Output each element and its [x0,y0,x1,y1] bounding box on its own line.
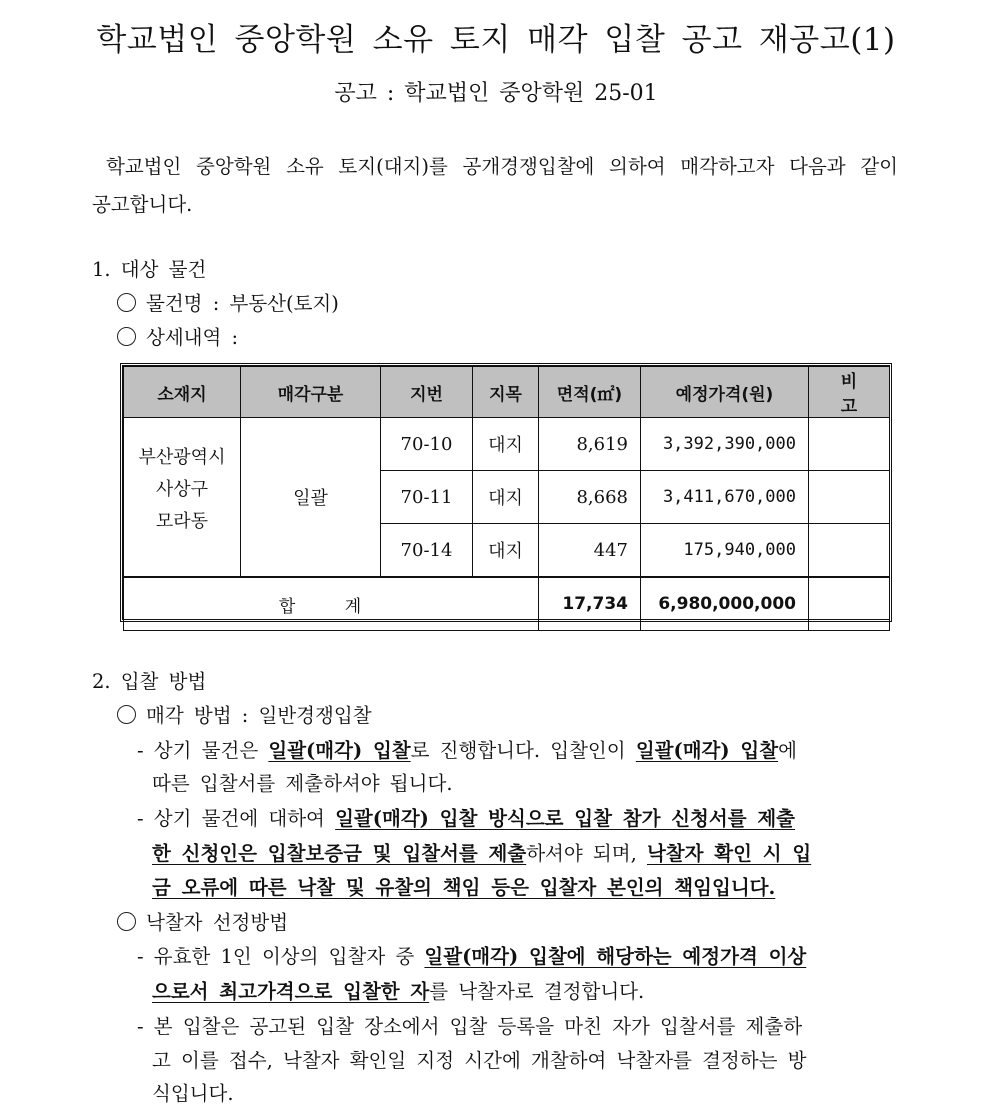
total-price: 6,980,000,000 [641,577,809,631]
lot-cell: 70-10 [381,418,473,471]
price-cell: 3,411,670,000 [641,471,809,524]
circle-bullet-icon [117,327,136,346]
emphasis-text: 일괄(매각) 입찰 [268,739,411,762]
note-cell [809,471,890,524]
location-cell [124,418,241,578]
text: 로 진행합니다. 입찰인이 [410,739,636,762]
selection-bullet1-line2 [152,976,644,1004]
method-bullet2-line2 [152,838,811,866]
category-cell: 대지 [473,471,539,524]
emphasis-text: 한 신청인은 입찰보증금 및 입찰서를 제출 [152,842,527,865]
selection-bullet1-line1 [137,941,806,969]
total-note [809,577,890,631]
lot-cell: 70-11 [381,471,473,524]
col-category: 지목 [473,367,539,418]
sale-method-label: 매각 방법 : 일반경쟁입찰 [146,704,372,727]
method-bullet2-line1 [137,803,795,831]
emphasis-text: 금 오류에 따른 낙찰 및 유찰의 책임 등은 입찰자 본인의 책임입니다. [152,876,776,899]
method-bullet1-line1 [137,735,797,763]
sale-method-line [117,700,372,728]
selection-bullet2-line2: 고 이를 접수, 낙찰자 확인일 지정 시간에 개찰하여 낙찰자를 결정하는 방 [152,1049,807,1072]
location-district: 사상구 [155,479,209,500]
circle-bullet-icon [117,912,136,931]
note-cell [809,524,890,578]
selection-method-label: 낙찰자 선정방법 [146,911,289,934]
emphasis-text: 일괄(매각) 입찰 방식으로 입찰 참가 신청서를 제출 [335,807,796,830]
lot-cell: 70-14 [381,524,473,578]
area-cell: 8,619 [539,418,641,471]
price-cell: 175,940,000 [641,524,809,578]
note-cell [809,418,890,471]
text: - 상기 물건은 [137,739,269,762]
selection-method-line [117,907,288,935]
item-name-line [117,288,339,316]
location-dong: 모라동 [155,511,209,532]
item-detail-line [117,322,238,350]
section1-heading: 1. 대상 물건 [92,258,207,281]
property-table [120,363,892,622]
text: - 상기 물건에 대하여 [137,807,336,830]
emphasis-text: 일괄(매각) 입찰에 해당하는 예정가격 이상 [424,945,807,968]
selection-bullet2-line3: 식입니다. [152,1082,234,1105]
circle-bullet-icon [117,293,136,312]
col-location: 소재지 [124,367,241,418]
total-area: 17,734 [539,577,641,631]
text: 를 낙찰자로 결정합니다. [429,980,645,1003]
area-cell: 8,668 [539,471,641,524]
category-cell: 대지 [473,524,539,578]
section2-heading: 2. 입찰 방법 [92,670,207,693]
item-detail-label: 상세내역 : [146,326,239,349]
price-cell: 3,392,390,000 [641,418,809,471]
text: 하셔야 되며, [526,842,647,865]
table-total-row [124,577,890,631]
text: - 유효한 1인 이상의 입찰자 중 [137,945,425,968]
col-sale-type: 매각구분 [241,367,381,418]
method-bullet1-line2: 따른 입찰서를 제출하셔야 됩니다. [152,772,453,795]
category-cell: 대지 [473,418,539,471]
col-price: 예정가격(원) [641,367,809,418]
selection-bullet2-line1: - 본 입찰은 공고된 입찰 장소에서 입찰 등록을 마친 자가 입찰서를 제출하 [137,1015,803,1038]
method-bullet2-line3 [152,872,775,900]
total-label: 합 계 [124,577,539,631]
emphasis-text: 낙찰자 확인 시 입 [646,842,812,865]
sale-type-cell: 일괄 [241,418,381,578]
location-city: 부산광역시 [138,447,226,468]
table-row [124,418,890,471]
emphasis-text: 으로서 최고가격으로 입찰한 자 [152,980,430,1003]
col-lot: 지번 [381,367,473,418]
document-title: 학교법인 중앙학원 소유 토지 매각 입찰 공고 재공고(1) [96,22,896,58]
emphasis-text: 일괄(매각) 입찰 [635,739,779,762]
intro-paragraph: 학교법인 중앙학원 소유 토지(대지)를 공개경쟁입찰에 의하여 매각하고자 다음과 같이 공고합니다. [92,155,898,216]
table-header-row [124,367,890,418]
item-name-label: 물건명 : 부동산(토지) [146,292,339,315]
notice-number: 공고 : 학교법인 중앙학원 25-01 [334,81,658,106]
text: 에 [778,739,797,762]
area-cell: 447 [539,524,641,578]
col-note: 비 고 [809,367,890,418]
circle-bullet-icon [117,705,136,724]
col-area: 면적(㎡) [539,367,641,418]
